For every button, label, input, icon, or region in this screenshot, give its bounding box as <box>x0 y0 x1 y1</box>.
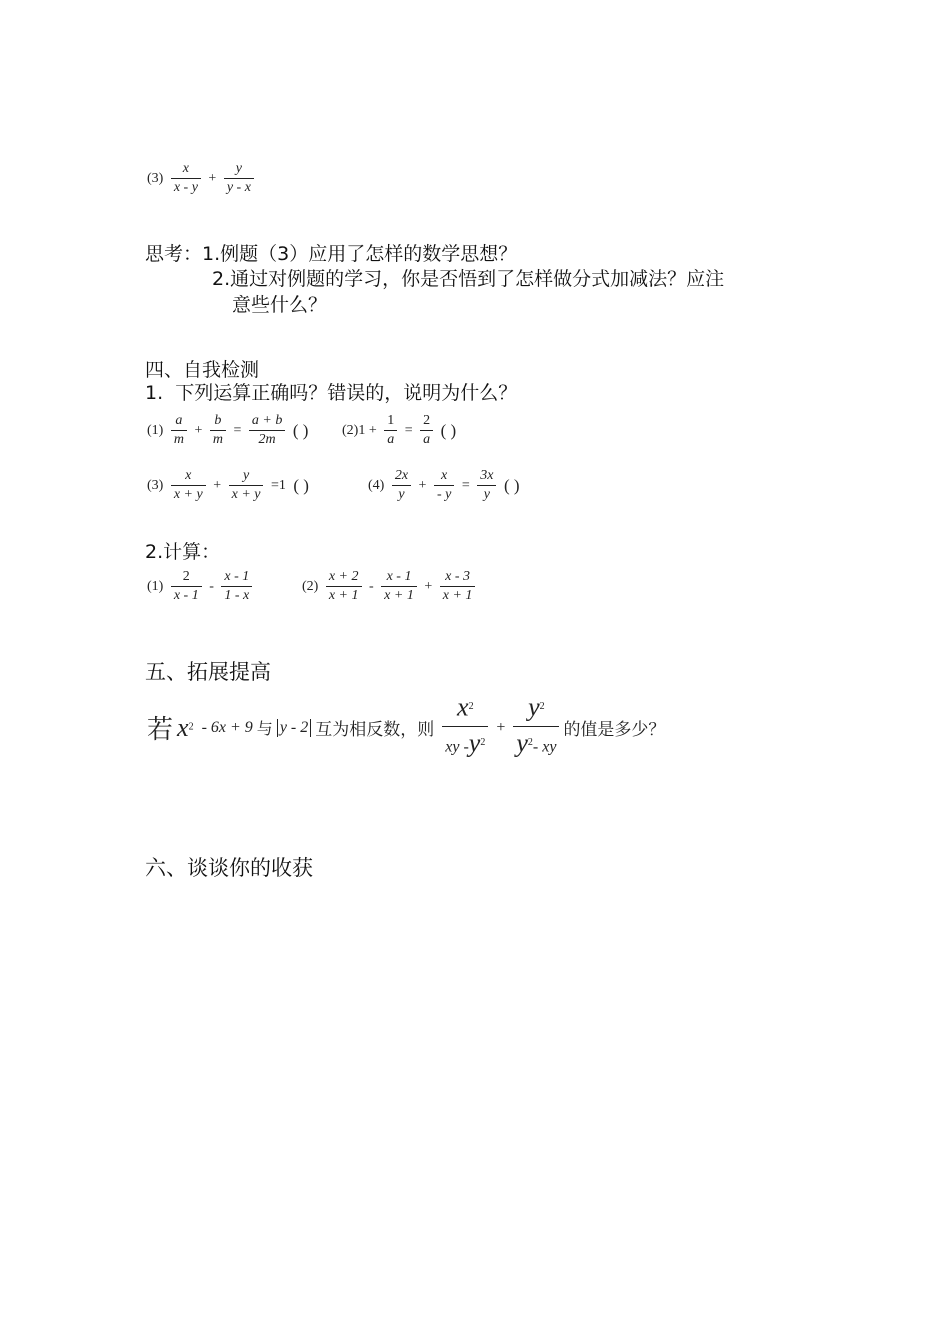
problem-1-3: (3) $\frac{x}{x + y}$ + $\frac{y}{x + y}$ =1 ( ) <box>147 468 309 502</box>
fraction: $\frac{y^2}{y^2- xy}$ <box>513 692 559 764</box>
fraction: $\frac{x}{- y}$ <box>434 467 454 504</box>
fraction: $\frac{y}{y - x}$ <box>224 160 254 197</box>
fraction: $\frac{2}{a}$ <box>420 412 433 449</box>
answer-blank[interactable]: ( ) <box>503 475 520 495</box>
section-4-title: 四、自我检测 <box>145 359 260 381</box>
think-line-1 <box>145 241 517 267</box>
think-question-2: 2.通过对例题的学习，你是否悟到了怎样做分式加减法？应注 <box>212 268 725 290</box>
think-question-2-cont: 意些什么？ <box>232 294 328 316</box>
think-label: 思考： <box>145 243 203 265</box>
fraction: $\frac{x - 1}{x + 1}$ <box>381 568 417 605</box>
fraction: $\frac{a}{m}$ <box>171 412 187 449</box>
example-3-expression: (3) $\frac{x}{x - y}$ + $\frac{y}{y - x}$ <box>145 160 256 197</box>
think-question-1: 1.例题（3）应用了怎样的数学思想？ <box>202 243 518 265</box>
fraction: $\frac{x^2}{xy -y^2}$ <box>442 692 488 764</box>
fraction: $\frac{x + 2}{x + 1}$ <box>326 568 362 605</box>
section-4-question-1: 1. 下列运算正确吗？错误的，说明为什么？ <box>145 382 518 404</box>
section-6-title: 六、谈谈你的收获 <box>145 856 313 880</box>
calc-2: (2) $\frac{x + 2}{x + 1}$ - $\frac{x - 1}{x + 1}$ + $\frac{x - 3}{x + 1}$ <box>300 568 477 605</box>
fraction: $\frac{3x}{y}$ <box>477 467 496 504</box>
fraction: $\frac{2x}{y}$ <box>392 467 411 504</box>
absolute-value: y - 2 <box>277 719 311 737</box>
answer-blank[interactable]: ( ) <box>293 475 309 495</box>
example-label: (3) <box>147 170 164 186</box>
fraction: $\frac{a + b}{2m}$ <box>249 412 285 449</box>
problem-1-1: (1) $\frac{a}{m}$ + $\frac{b}{m}$ = $\frac{a + b}{2m}$ ( ) <box>147 413 309 447</box>
section-5-title: 五、拓展提高 <box>145 660 271 684</box>
fraction: $\frac{y}{x + y}$ <box>229 467 264 504</box>
extension-problem: 若 $x^2 - 6x + 9$ 与 y - 2 互为相反数，则 $\frac{x^2}{xy -y^2}$ + $\frac{y^2}{y^2- xy}$ 的值是多少？ <box>145 692 667 764</box>
fraction: $\frac{b}{m}$ <box>210 412 226 449</box>
answer-blank[interactable]: ( ) <box>292 420 309 440</box>
section-4-question-2: 2.计算： <box>145 541 221 563</box>
answer-blank[interactable]: ( ) <box>440 420 457 440</box>
fraction: $\frac{x - 3}{x + 1}$ <box>440 568 476 605</box>
problem-1-2: (2)1 + $\frac{1}{a}$ = $\frac{2}{a}$ ( ) <box>342 413 457 447</box>
problem-1-4: (4) $\frac{2x}{y}$ + $\frac{x}{- y}$ = $\frac{3x}{y}$ ( ) <box>368 468 520 502</box>
fraction: $\frac{2}{x - 1}$ <box>171 568 202 605</box>
fraction: $\frac{x}{x + y}$ <box>171 467 206 504</box>
fraction: $\frac{x}{x - y}$ <box>171 160 201 197</box>
calc-1: (1) $\frac{2}{x - 1}$ - $\frac{x - 1}{1 - x}$ <box>145 568 254 605</box>
fraction: $\frac{1}{a}$ <box>384 412 397 449</box>
fraction: $\frac{x - 1}{1 - x}$ <box>221 568 252 605</box>
